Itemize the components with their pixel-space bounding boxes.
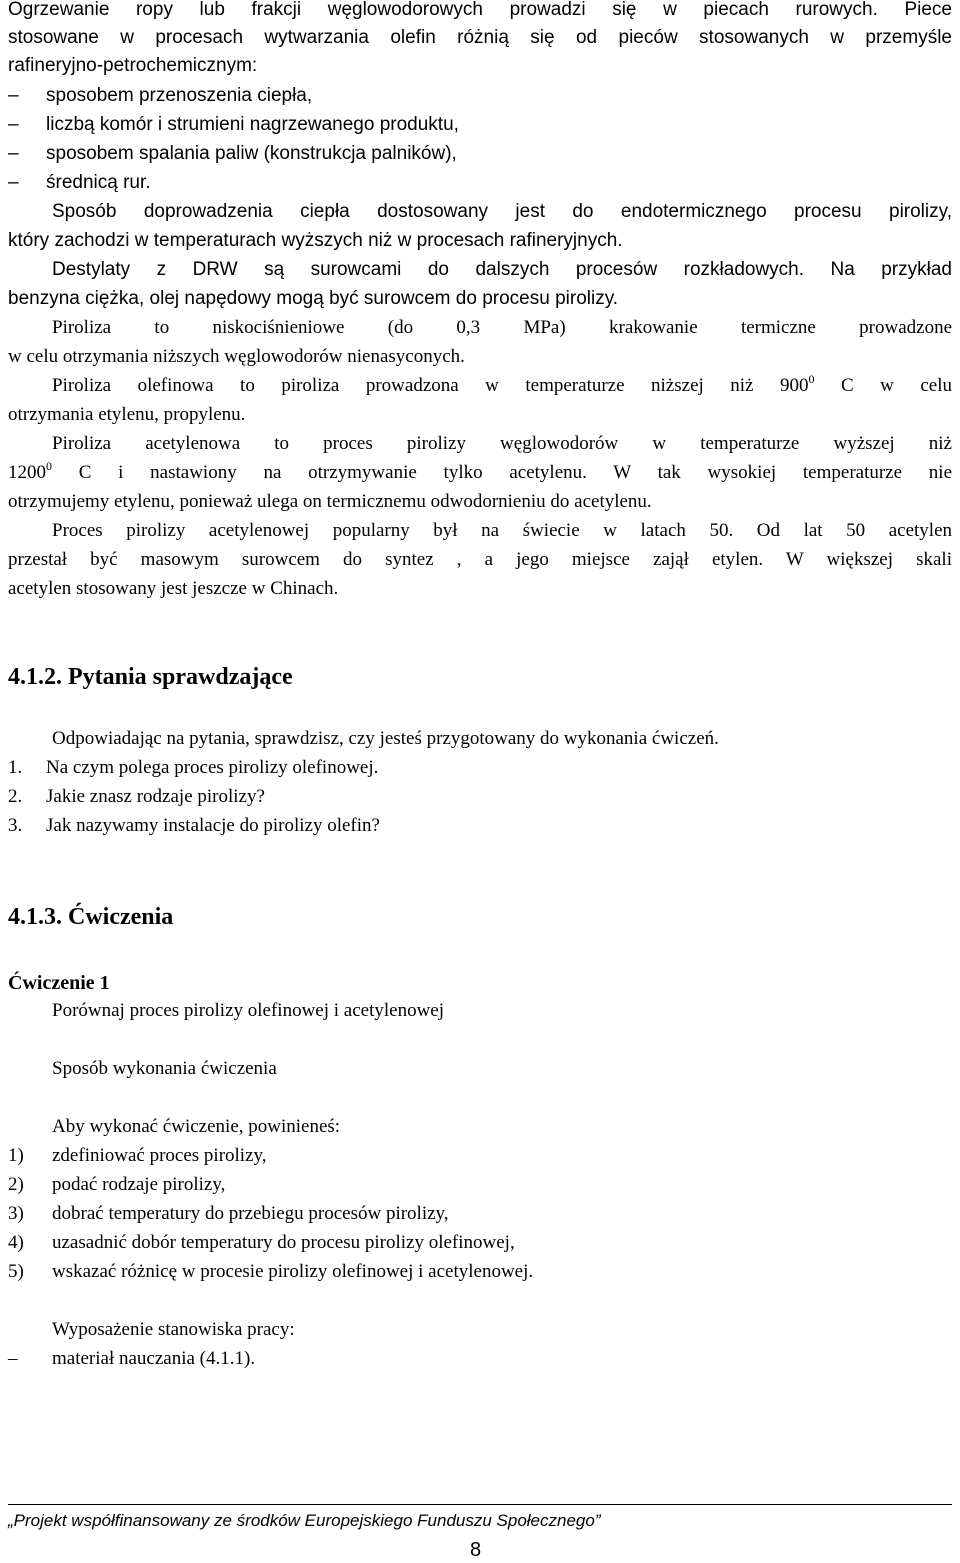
step-text: dobrać temperatury do przebiegu procesów pirolizy, <box>52 1203 449 1224</box>
question-number: 1. <box>8 757 23 778</box>
paragraph-line: otrzymujemy etylenu, ponieważ ulega on termicznemu odwodornieniu do acetylenu. <box>8 491 652 512</box>
paragraph-line: Proces pirolizy acetylenowej popularny był na świecie w latach 50. Od lat 50 acetylen <box>52 520 952 541</box>
question-number: 3. <box>8 815 23 836</box>
paragraph-line: przestał być masowym surowcem do syntez , a jego miejsce zajął etylen. W większej skali <box>8 549 952 570</box>
section-heading: 4.1.3. Ćwiczenia <box>8 904 174 930</box>
paragraph-line: Sposób doprowadzenia ciepła dostosowany jest do endotermicznego procesu pirolizy, <box>52 201 952 222</box>
text-run: C w celu <box>814 375 952 396</box>
question-number: 2. <box>8 786 23 807</box>
paragraph-line <box>52 372 952 401</box>
question-text: Na czym polega proces pirolizy olefinowej. <box>46 757 379 778</box>
paragraph-line: który zachodzi w temperaturach wyższych niż w procesach rafineryjnych. <box>8 230 623 251</box>
degree-superscript: 0 <box>46 459 52 473</box>
page-number: 8 <box>470 1539 482 1561</box>
text-run: Piroliza olefinowa to piroliza prowadzona w temperaturze niższej niż 900 <box>52 375 809 396</box>
paragraph-line: Piroliza to niskociśnieniowe (do 0,3 MPa) krakowanie termiczne prowadzone <box>52 317 952 338</box>
step-number: 5) <box>8 1261 24 1282</box>
step-text: zdefiniować proces pirolizy, <box>52 1145 267 1166</box>
dash-bullet: – <box>8 143 19 164</box>
paragraph-line <box>8 459 952 488</box>
paragraph-line: stosowane w procesach wytwarzania olefin różnią się od pieców stosowanych w przemyśle <box>8 27 952 48</box>
step-number: 4) <box>8 1232 24 1253</box>
footer-text: „Projekt współfinansowany ze środków Europejskiego Funduszu Społecznego” <box>8 1511 601 1530</box>
footer-divider <box>8 1504 952 1505</box>
step-number: 1) <box>8 1145 24 1166</box>
exercise-title: Ćwiczenie 1 <box>8 972 110 994</box>
method-title: Sposób wykonania ćwiczenia <box>52 1058 277 1079</box>
paragraph-line: Piroliza acetylenowa to proces pirolizy węglowodorów w temperaturze wyższej niż <box>52 433 952 454</box>
paragraph-line: benzyna ciężka, olej napędowy mogą być surowcem do procesu pirolizy. <box>8 288 619 309</box>
text-run: 1200 <box>8 462 46 483</box>
dash-bullet: – <box>8 114 19 135</box>
list-item: sposobem spalania paliw (konstrukcja palników), <box>46 143 457 164</box>
exercise-task: Porównaj proces pirolizy olefinowej i acetylenowej <box>52 1000 445 1021</box>
question-text: Jakie znasz rodzaje pirolizy? <box>46 786 265 807</box>
step-text: podać rodzaje pirolizy, <box>52 1174 226 1195</box>
list-item: średnicą rur. <box>46 172 151 193</box>
list-item: liczbą komór i strumieni nagrzewanego produktu, <box>46 114 459 135</box>
paragraph-line: otrzymania etylenu, propylenu. <box>8 404 246 425</box>
equipment-title: Wyposażenie stanowiska pracy: <box>52 1319 295 1340</box>
step-text: wskazać różnicę w procesie pirolizy olefinowej i acetylenowej. <box>52 1261 534 1282</box>
dash-bullet: – <box>8 1348 18 1369</box>
equipment-item: materiał nauczania (4.1.1). <box>52 1348 256 1369</box>
degree-superscript: 0 <box>808 372 815 386</box>
list-item: sposobem przenoszenia ciepła, <box>46 85 313 106</box>
paragraph-line: Destylaty z DRW są surowcami do dalszych procesów rozkładowych. Na przykład <box>52 259 952 280</box>
step-text: uzasadnić dobór temperatury do procesu pirolizy olefinowej, <box>52 1232 515 1253</box>
text-run: C i nastawiony na otrzymywanie tylko acetylenu. W tak wysokiej temperaturze nie <box>52 462 952 483</box>
question-text: Jak nazywamy instalacje do pirolizy olefin? <box>46 815 380 836</box>
step-number: 3) <box>8 1203 24 1224</box>
steps-intro: Aby wykonać ćwiczenie, powinieneś: <box>52 1116 341 1137</box>
section-intro: Odpowiadając na pytania, sprawdzisz, czy jesteś przygotowany do wykonania ćwiczeń. <box>52 728 719 749</box>
paragraph-line: w celu otrzymania niższych węglowodorów nienasyconych. <box>8 346 465 367</box>
dash-bullet: – <box>8 85 19 106</box>
paragraph-line: rafineryjno-petrochemicznym: <box>8 55 258 76</box>
paragraph-line: acetylen stosowany jest jeszcze w Chinach. <box>8 578 339 599</box>
dash-bullet: – <box>8 172 19 193</box>
step-number: 2) <box>8 1174 24 1195</box>
section-heading: 4.1.2. Pytania sprawdzające <box>8 664 293 690</box>
paragraph-line: Ogrzewanie ropy lub frakcji węglowodorowych prowadzi się w piecach rurowych. Piece <box>8 0 952 20</box>
